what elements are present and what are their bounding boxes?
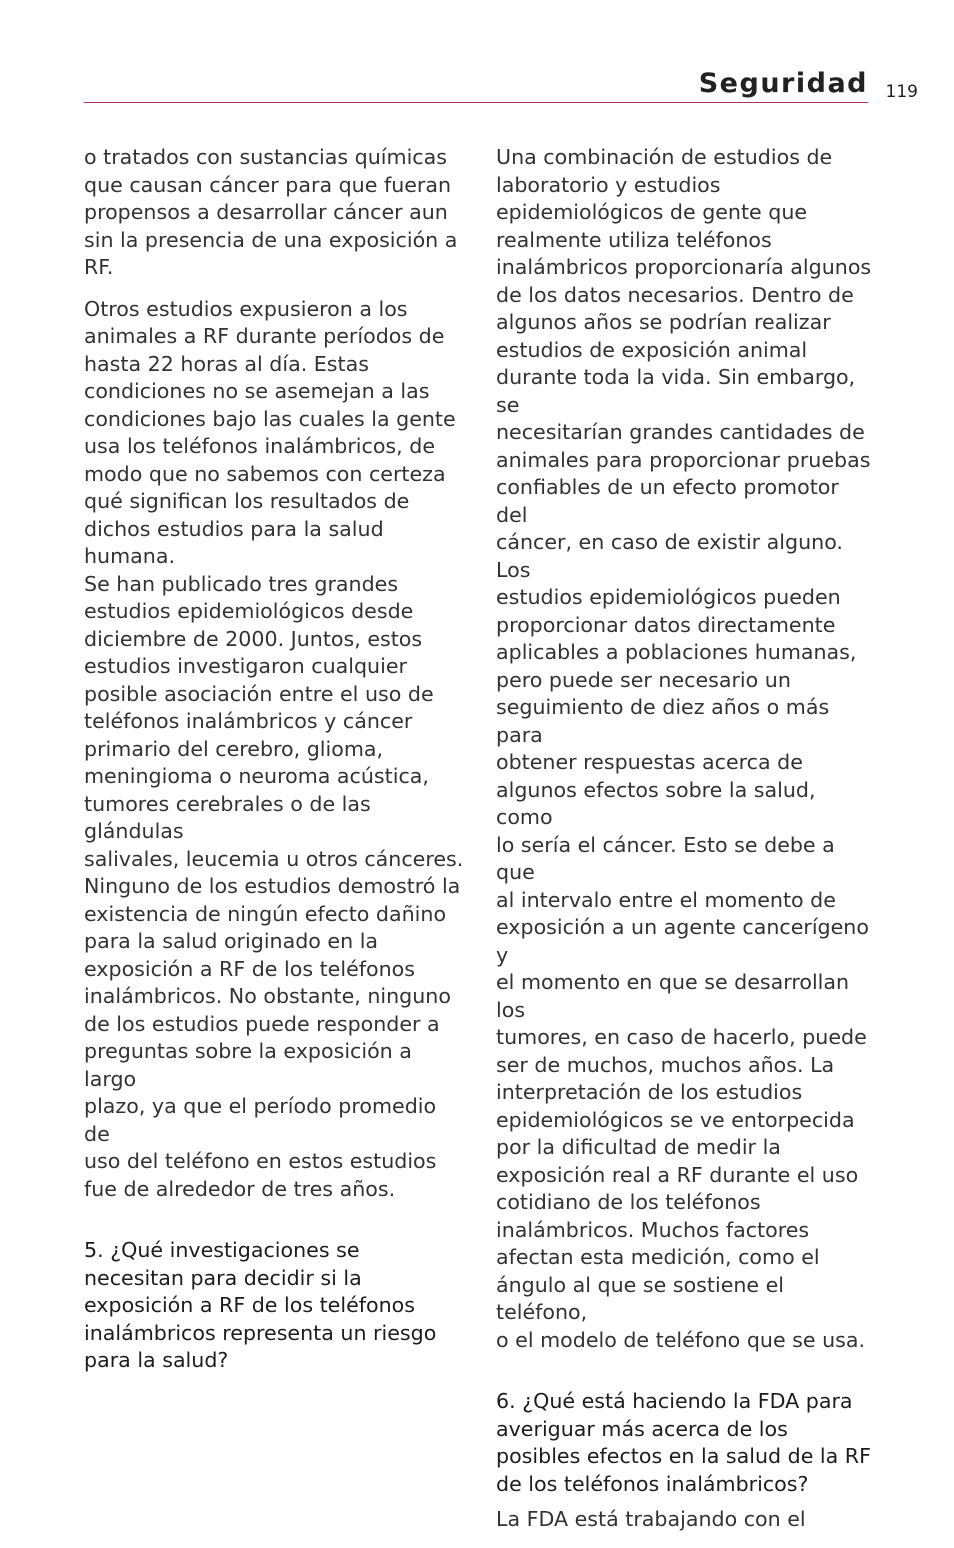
right-column	[496, 144, 872, 1548]
question-6-answer: La FDA está trabajando con el	[496, 1507, 806, 1531]
left-paragraph-2: Otros estudios expusieron a los animales a RF durante períodos de hasta 22 horas al día. Estas condiciones no se asemejan a las condiciones bajo las cuales la gente usa los teléfonos inalámbricos, de modo que no sabemos con certeza qué significan los resultados de dichos estudios para la salud humana. Se han publicado tres grandes estudios epidemiológicos desde diciembre de 2000. Juntos, estos estudios investigaron cualquier posible asociación entre el uso de teléfonos inalámbricos y cáncer primario del cerebro, glioma, meningioma o neuroma acústica, tumores cerebrales o de las glándulas salivales, leucemia u otros cánceres. Ninguno de los estudios demostró la existencia de ningún efecto dañino para la salud originado en la exposición a RF de los teléfonos inalámbricos. No obstante, ninguno de los estudios puede responder a preguntas sobre la exposición a largo plazo, ya que el período promedio de uso del teléfono en estos estudios fue de alrededor de tres años.	[84, 296, 464, 1201]
section-title: Seguridad	[698, 68, 868, 99]
question-6-heading: 6. ¿Qué está haciendo la FDA para averiguar más acerca de los posibles efectos en la salud de la RF de los teléfonos inalámbricos?	[496, 1389, 871, 1496]
left-paragraph-1: o tratados con sustancias químicas que causan cáncer para que fueran propensos a desarrollar cáncer aun sin la presencia de una exposición a RF.	[84, 145, 458, 279]
page-header	[84, 60, 918, 110]
right-paragraph-1: Una combinación de estudios de laboratorio y estudios epidemiológicos de gente que realmente utiliza teléfonos inalámbricos proporcionaría algunos de los datos necesarios. Dentro de algunos años se podrían realizar estudios de exposición animal durante toda la vida. Sin embargo, se necesitarían grandes cantidades de animales para proporcionar pruebas confiables de un efecto promotor del cáncer, en caso de existir alguno. Los estudios epidemiológicos pueden proporcionar datos directamente aplicables a poblaciones humanas, pero puede ser necesario un seguimiento de diez años o más para obtener respuestas acerca de algunos efectos sobre la salud, como lo sería el cáncer. Esto se debe a que al intervalo entre el momento de exposición a un agente cancerígeno y el momento en que se desarrollan los tumores, en caso de hacerlo, puede ser de muchos, muchos años. La interpretación de los estudios epidemiológicos se ve entorpecida por la dificultad de medir la exposición real a RF durante el uso cotidiano de los teléfonos inalámbricos. Muchos factores afectan esta medición, como el ángulo al que se sostiene el teléfono, o el modelo de teléfono que se usa.	[496, 145, 872, 1352]
left-column	[84, 144, 464, 1375]
page-number: 119	[885, 82, 918, 102]
header-divider	[84, 102, 868, 103]
question-5-heading: 5. ¿Qué investigaciones se necesitan para decidir si la exposición a RF de los teléfonos inalámbricos representa un riesgo para la salud?	[84, 1238, 437, 1372]
